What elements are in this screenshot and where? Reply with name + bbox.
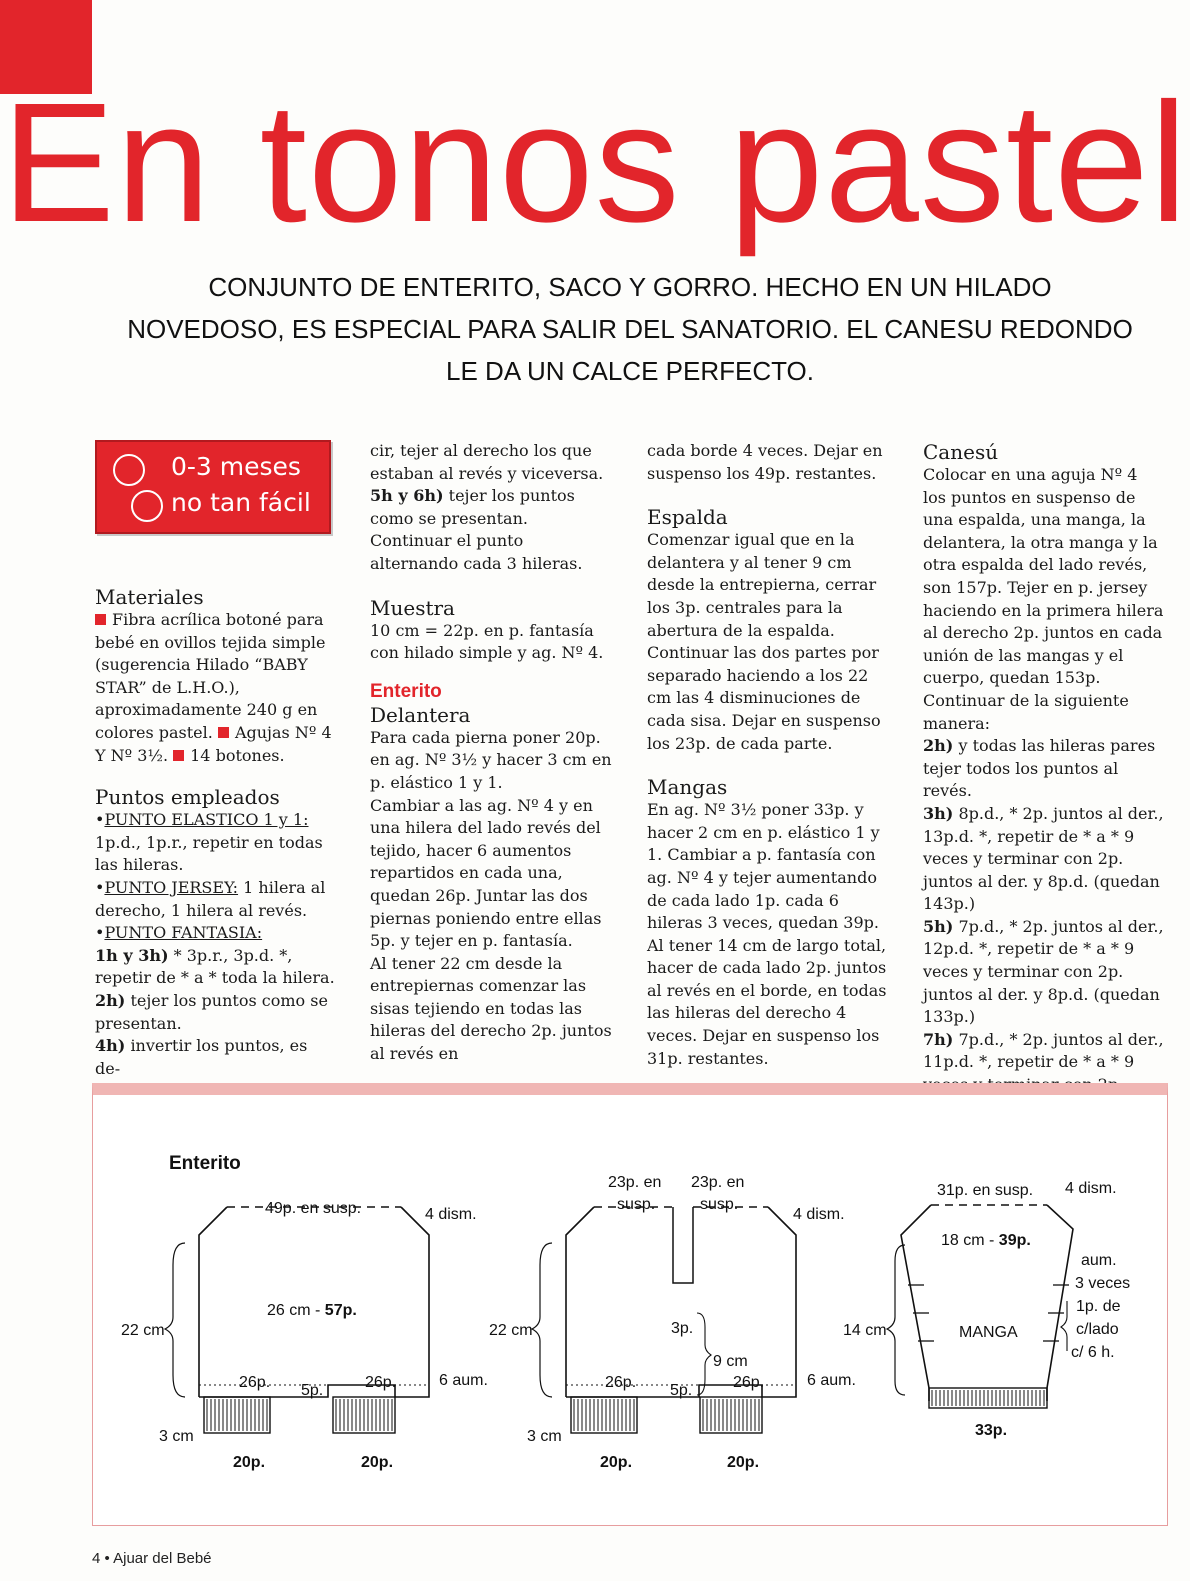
back-aum-label: 6 aum.	[807, 1372, 856, 1389]
sleeve-height-brace	[887, 1245, 905, 1395]
fantasia-row	[95, 990, 337, 1035]
row-label: 1h y 3h)	[95, 945, 169, 965]
punto-jersey-text: 1 hilera al derecho, 1 hilera al revés.	[95, 877, 326, 920]
sleeve-aum-4: c/lado	[1076, 1321, 1119, 1338]
continued-text: cada borde 4 veces. Dejar en suspenso los 49p. restantes.	[647, 441, 883, 483]
front-right-stitches: 26p.	[365, 1374, 397, 1391]
subtitle-line: CONJUNTO DE ENTERITO, SACO Y GORRO. HECHO EN UN HILADO	[208, 272, 1052, 302]
back-leg-height: 3 cm	[527, 1428, 562, 1445]
row-label: 3h)	[923, 803, 954, 823]
canesu-heading: Canesú	[923, 440, 999, 464]
back-left-stitches: 26p.	[605, 1374, 637, 1391]
sleeve-width-stitches: 39p.	[998, 1232, 1031, 1249]
ribbing-lines	[207, 1399, 392, 1431]
row-text: 7p.d., * 2p. juntos al der., 12p.d. *, repetir de * a * 9 veces y terminar con 2p. juntos al der. y 8p.d. (quedan 133p.)	[923, 916, 1164, 1027]
back-slit-height: 9 cm	[713, 1353, 748, 1370]
puntos-heading: Puntos empleados	[95, 785, 280, 810]
sleeve-aum-5: c/ 6 h.	[1071, 1344, 1115, 1361]
sleeve-dism-label: 4 dism.	[1065, 1180, 1117, 1197]
row-text: tejer los puntos como se presentan.	[95, 990, 328, 1033]
continue-text: Continuar el punto alternando cada 3 hileras.	[370, 531, 583, 573]
back-outline-right	[566, 1207, 796, 1397]
back-slit-stitches: 3p.	[671, 1320, 694, 1337]
slit-height-brace	[697, 1313, 711, 1395]
back-top-right-2: susp.	[700, 1196, 739, 1213]
row-text: 8p.d., * 2p. juntos al der., 13p.d. *, repetir de * a * 9 veces y terminar con 2p. juntos al der. y 8p.d. (quedan 143p.)	[923, 803, 1164, 914]
page-footer: 4 • Ajuar del Bebé	[92, 1550, 212, 1567]
row-label: 7h)	[923, 1029, 954, 1049]
canesu-row	[923, 735, 1165, 803]
page-title: En tonos pastel	[1, 68, 1189, 258]
sleeve-bottom-stitches: 33p.	[975, 1422, 1008, 1439]
punto-jersey: •PUNTO JERSEY: 1 hilera al derecho, 1 hilera al revés.	[95, 877, 326, 920]
materiales-buttons: 14 botones.	[190, 745, 285, 765]
espalda-text: Comenzar igual que en la delantera y al tener 9 cm desde la entrepierna, cerrar los 3p. centrales para la abertura de la espalda. Continuar las dos partes por separado haciendo a los 22 cm las 4 disminuciones de cada sisa. Dejar en suspenso los 23p. de cada parte.	[647, 530, 881, 753]
mangas-text: En ag. Nº 3½ poner 33p. y hacer 2 cm en p. elástico 1 y 1. Cambiar a p. fantasía con ag. Nº 4 y tejer aumentando de cada lado 1p. cada 6 hileras 3 veces, quedan 39p. Al tener 14 cm de largo total, hacer de cada lado 2p. juntos al revés en el borde, en todas las hileras del derecho 4 veces. Dejar en suspenso los 31p. restantes.	[647, 800, 887, 1068]
row-label: 2h)	[95, 990, 126, 1010]
front-leg-height: 3 cm	[159, 1428, 194, 1445]
back-left-leg-stitches: 20p.	[600, 1454, 633, 1471]
sleeve-aum-3: 1p. de	[1076, 1298, 1121, 1315]
front-height-label: 22 cm	[121, 1322, 165, 1339]
back-height-brace	[532, 1243, 552, 1397]
pattern-diagram-box	[92, 1083, 1168, 1526]
espalda-heading: Espalda	[647, 505, 728, 530]
badge-age: 0-3 meses	[171, 452, 301, 481]
back-outline-left	[566, 1207, 594, 1397]
row-instruction	[370, 485, 612, 530]
sleeve-width-cm: 18 cm -	[941, 1232, 999, 1249]
punto-jersey-name: PUNTO JERSEY:	[104, 877, 239, 897]
delantera-text: Al tener 22 cm desde la entrepiernas comenzar las sisas tejiendo en todas las hileras del derecho 2p. juntos al revés en	[370, 953, 612, 1064]
fantasia-row	[95, 1035, 337, 1080]
page-subtitle	[90, 266, 1170, 392]
sleeve-top-label: 31p. en susp.	[937, 1182, 1034, 1199]
front-mid-stitches: 5p.	[301, 1382, 324, 1399]
row-label: 2h)	[923, 736, 954, 756]
column-3	[647, 440, 889, 1070]
badge-difficulty: no tan fácil	[171, 488, 311, 517]
front-outline-left	[199, 1207, 227, 1397]
sleeve-diagram	[843, 1180, 1130, 1439]
continued-text: cir, tejer al derecho los que estaban al revés y viceversa.	[370, 441, 604, 483]
front-body-width: 26 cm -	[267, 1302, 325, 1319]
front-body-label	[267, 1302, 357, 1319]
column-2	[370, 440, 612, 1066]
bullet-square-icon	[218, 727, 229, 738]
delantera-text: Cambiar a las ag. Nº 4 y en una hilera del lado revés del tejido, hacer 6 aumentos repartidos en cada una, quedan 26p. Juntar las dos piernas poniendo entre ellas 5p. y tejer en p. fantasía.	[370, 795, 602, 951]
sleeve-outline-right	[1047, 1205, 1073, 1401]
punto-elastico-name: PUNTO ELASTICO 1 y 1:	[104, 810, 309, 830]
front-dism-label: 4 dism.	[425, 1206, 477, 1223]
muestra-heading: Muestra	[370, 595, 455, 620]
materiales-yarn: Fibra acrílica botoné para bebé en ovillos tejida simple (sugerencia Hilado “BABY STAR” de L.H.O.), aproximadamente 240 g en colores pastel.	[95, 610, 326, 742]
subtitle-line: LE DA UN CALCE PERFECTO.	[446, 356, 814, 386]
front-right-leg-stitches: 20p.	[361, 1454, 394, 1471]
front-height-brace	[165, 1243, 185, 1397]
back-top-left-2: susp.	[617, 1196, 656, 1213]
canesu-text: Continuar de la siguiente manera:	[923, 690, 1129, 733]
page-number: 4	[92, 1550, 101, 1567]
bullet-square-icon	[95, 614, 106, 625]
pattern-diagrams	[93, 1095, 1167, 1525]
mangas-heading: Mangas	[647, 775, 728, 800]
back-right-stitches: 26p.	[733, 1374, 765, 1391]
row-label: 5h)	[923, 916, 954, 936]
baby-face-icon	[113, 454, 145, 486]
row-text: invertir los puntos, es de-	[95, 1036, 308, 1078]
row-text: * 3p.r., 3p.d. *, repetir de * a * toda la hilera.	[95, 945, 335, 988]
front-left-leg-stitches: 20p.	[233, 1454, 266, 1471]
diagram-title: Enterito	[169, 1153, 241, 1174]
column-4	[923, 440, 1165, 1142]
sleeve-aum-1: aum.	[1081, 1252, 1117, 1269]
delantera-text: Para cada pierna poner 20p. en ag. Nº 3½ y hacer 3 cm en p. elástico 1 y 1.	[370, 727, 612, 792]
column-1	[95, 575, 337, 1080]
fantasia-row	[95, 945, 337, 990]
front-left-leg-ribbing	[204, 1397, 270, 1433]
back-mid-stitches: 5p.	[670, 1382, 693, 1399]
back-piece-diagram	[489, 1174, 856, 1471]
front-aum-label: 6 aum.	[439, 1372, 488, 1389]
sleeve-width-label	[941, 1232, 1031, 1249]
materiales-heading: Materiales	[95, 585, 204, 609]
front-left-stitches: 26p.	[239, 1374, 271, 1391]
row-label: 5h y 6h)	[370, 486, 444, 506]
ribbing-lines	[932, 1390, 1044, 1406]
enterito-heading: Enterito	[370, 680, 442, 702]
front-top-label: 49p. en susp.	[265, 1200, 362, 1217]
sleeve-aum-brace	[1061, 1301, 1067, 1351]
ribbing-lines	[574, 1399, 759, 1431]
difficulty-badge	[95, 440, 331, 534]
back-height-label: 22 cm	[489, 1322, 533, 1339]
baby-face-icon	[131, 490, 163, 522]
row-text: tejer los puntos como se presentan.	[370, 486, 575, 528]
materiales-needles: Agujas Nº 4 Y Nº 3½.	[95, 722, 332, 765]
back-right-leg-stitches: 20p.	[727, 1454, 760, 1471]
back-dism-label: 4 dism.	[793, 1206, 845, 1223]
sleeve-height-label: 14 cm	[843, 1322, 887, 1339]
punto-fantasia: •PUNTO FANTASIA:	[95, 923, 263, 943]
sleeve-outline-left	[901, 1205, 931, 1401]
materiales-text	[95, 609, 337, 767]
punto-elastico-text: 1p.d., 1p.r., repetir en todas las hileras.	[95, 832, 323, 875]
back-left-leg-ribbing	[571, 1397, 637, 1433]
back-slit	[673, 1207, 693, 1283]
sleeve-aum-2: 3 veces	[1075, 1275, 1131, 1292]
canesu-row	[923, 916, 1165, 1029]
row-text: 7p.d., * 2p. juntos al der., 11p.d. *, repetir de * a * 9	[923, 1029, 1164, 1072]
muestra-text: 10 cm = 22p. en p. fantasía con hilado simple y ag. Nº 4.	[370, 620, 604, 663]
front-body-stitches: 57p.	[324, 1302, 357, 1319]
back-top-left-1: 23p. en	[608, 1174, 662, 1191]
publication-name: Ajuar del Bebé	[113, 1550, 212, 1567]
row-label: 4h)	[95, 1036, 126, 1056]
row-text: y todas las hileras pares tejer todos los puntos al revés.	[923, 736, 1156, 801]
canesu-row	[923, 803, 1165, 916]
sleeve-name-label: MANGA	[959, 1324, 1018, 1341]
front-piece-diagram	[121, 1200, 488, 1471]
subtitle-line: NOVEDOSO, ES ESPECIAL PARA SALIR DEL SANATORIO. EL CANESU REDONDO	[127, 314, 1133, 344]
bullet-square-icon	[173, 750, 184, 761]
punto-elastico: •PUNTO ELASTICO 1 y 1: 1p.d., 1p.r., repetir en todas las hileras.	[95, 810, 323, 875]
punto-fantasia-name: PUNTO FANTASIA:	[104, 923, 263, 943]
back-top-right-1: 23p. en	[691, 1174, 745, 1191]
delantera-heading: Delantera	[370, 702, 471, 727]
canesu-text: Colocar en una aguja Nº 4 los puntos en suspenso de una espalda, una manga, la delantera, la otra manga y la otra espalda del lado revés, son 157p. Tejer en p. jersey haciendo en la primera hilera al derecho 2p. juntos en cada unión de las mangas y el cuerpo, quedan 153p.	[923, 465, 1164, 688]
